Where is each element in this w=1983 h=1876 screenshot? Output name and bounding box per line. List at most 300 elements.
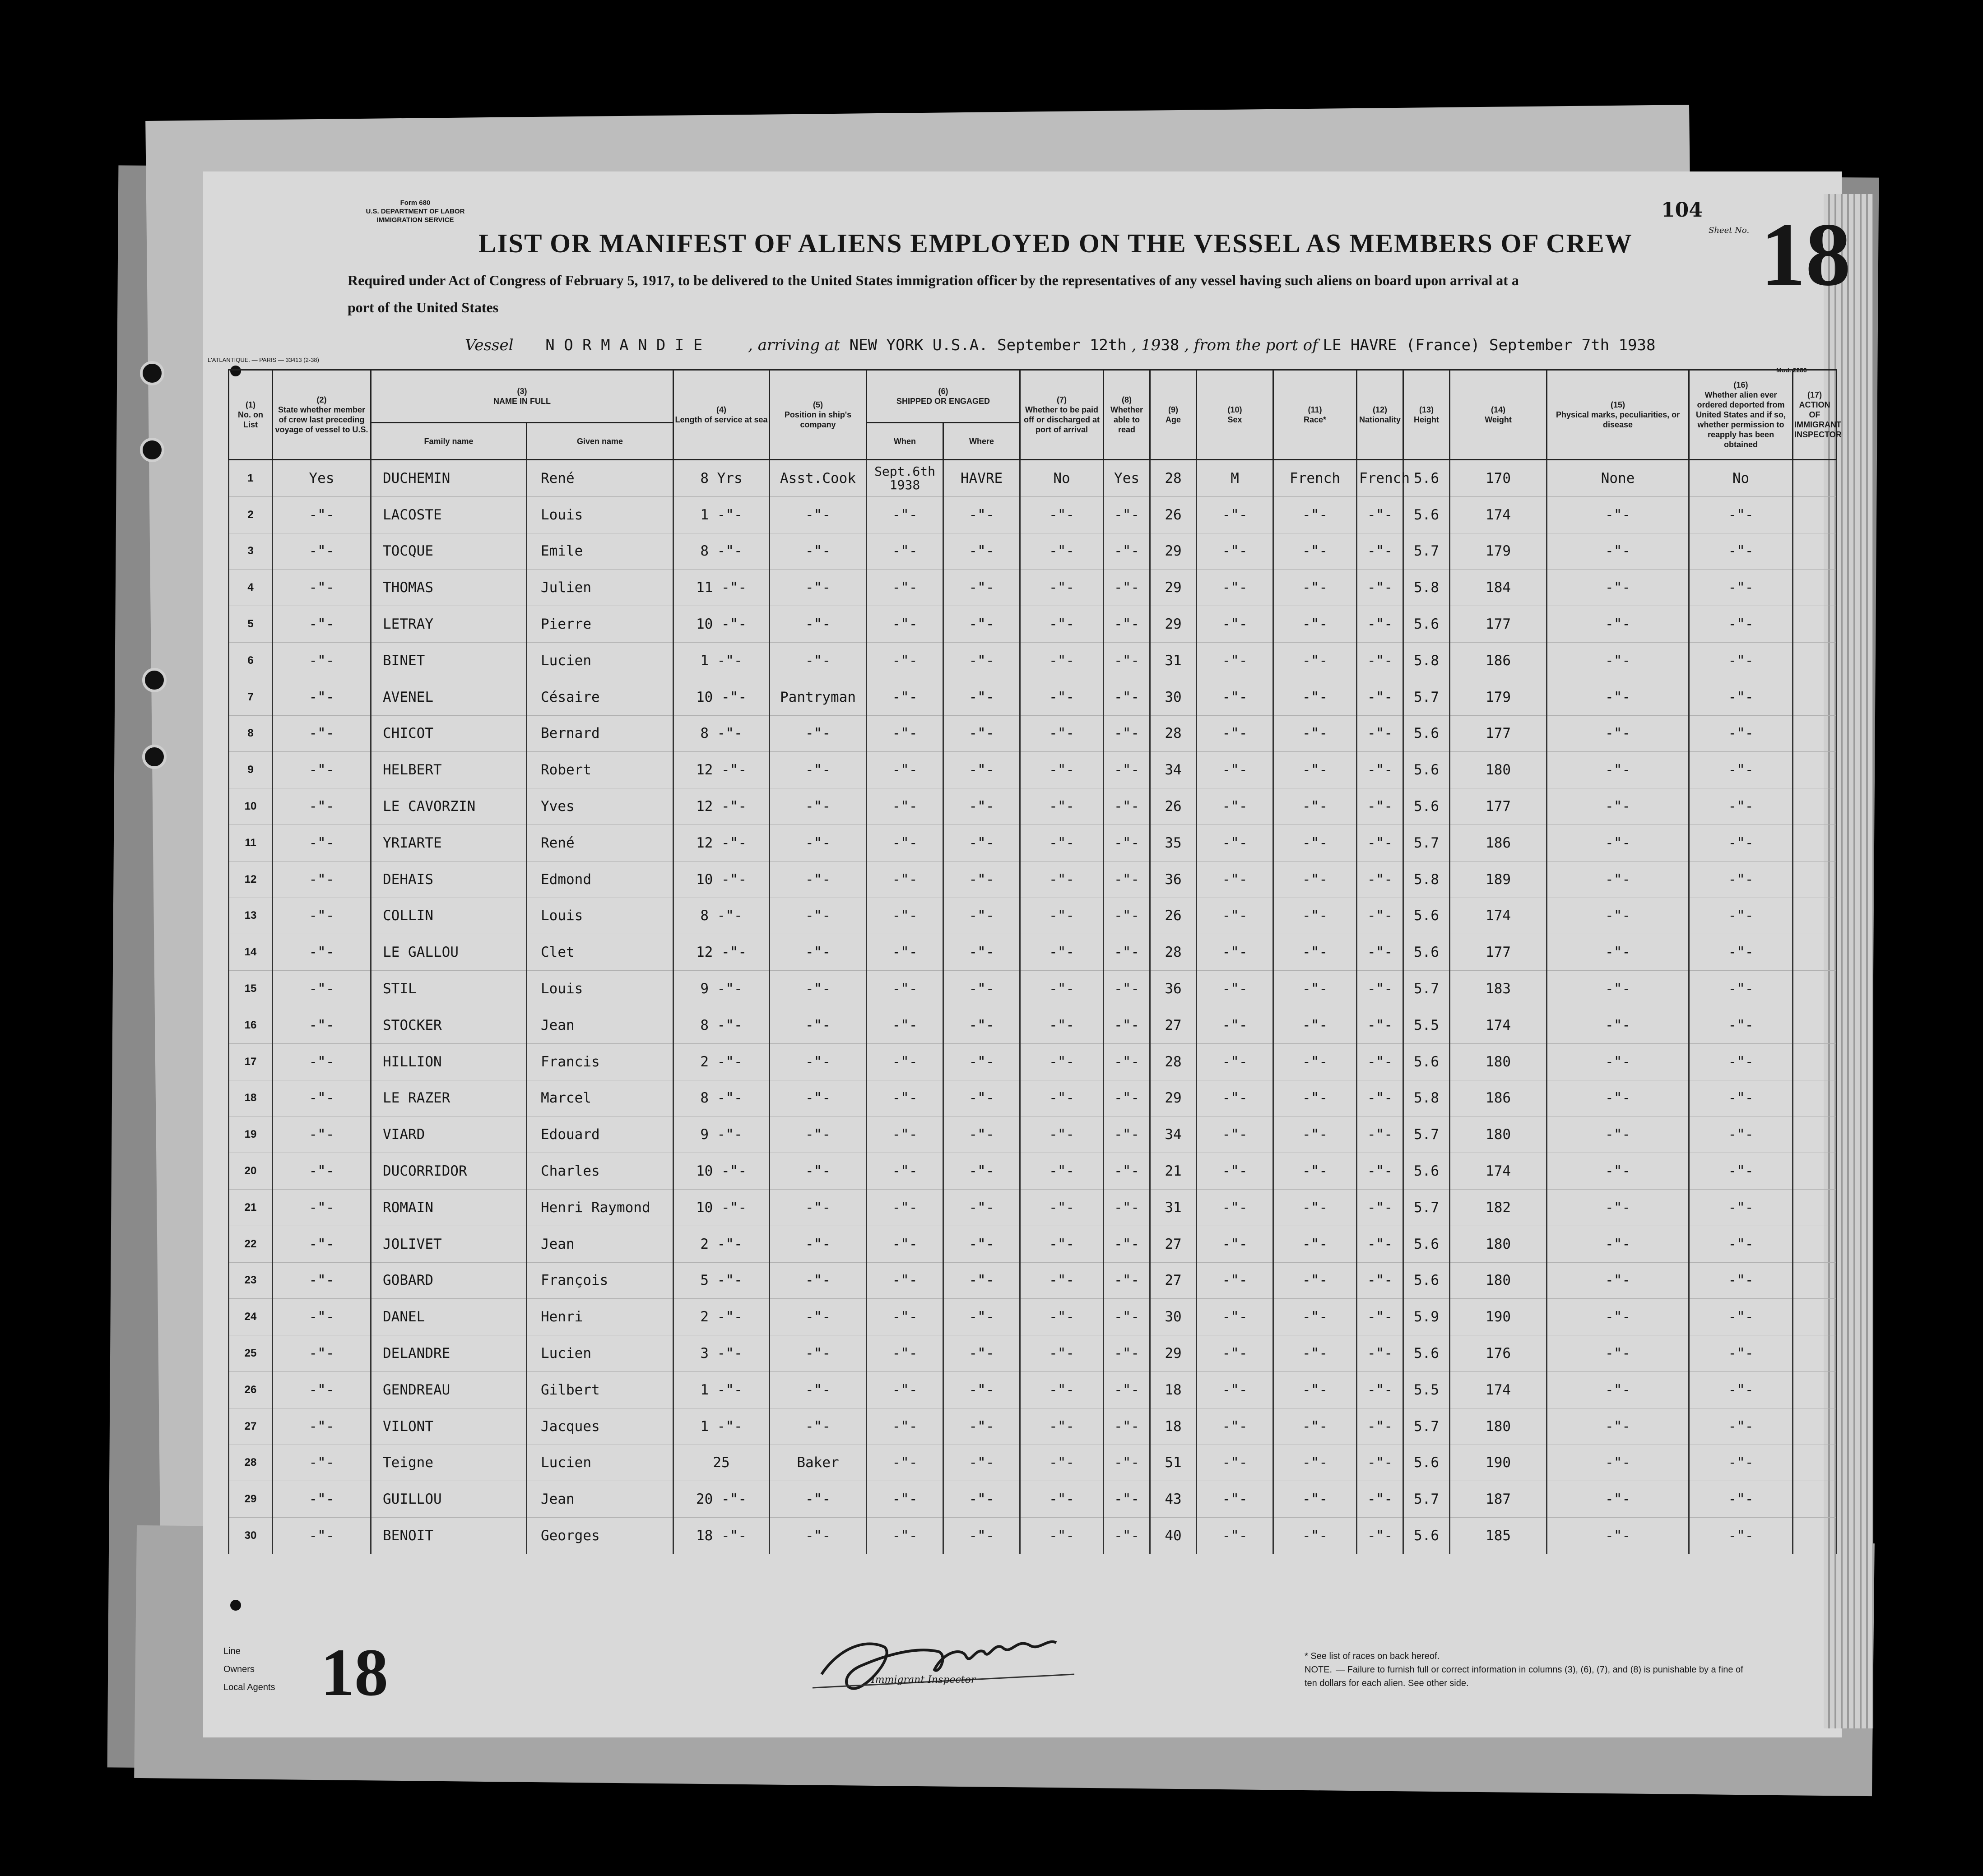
cell-nationality: -"- (1357, 1116, 1403, 1153)
cell-weight: 174 (1450, 898, 1547, 934)
cell-action (1793, 1481, 1837, 1518)
table-row (229, 1408, 1837, 1445)
cell-paid: -"- (1020, 679, 1104, 715)
cell-paid: -"- (1020, 570, 1104, 606)
cell-prev: -"- (273, 570, 371, 606)
cell-age: 28 (1150, 715, 1197, 752)
cell-read: -"- (1104, 971, 1150, 1007)
cell-sex: -"- (1197, 1226, 1273, 1262)
table-row (229, 1116, 1837, 1153)
cell-read: Yes (1104, 460, 1150, 497)
cell-sex: -"- (1197, 1043, 1273, 1080)
cell-weight: 177 (1450, 934, 1547, 971)
cell-where: -"- (943, 679, 1020, 715)
cell-position: -"- (770, 788, 867, 825)
cell-read: -"- (1104, 1116, 1150, 1153)
cell-age: 26 (1150, 898, 1197, 934)
cell-prev: -"- (273, 1518, 371, 1554)
cell-nationality: -"- (1357, 606, 1403, 643)
cell-family: GENDREAU (371, 1371, 527, 1408)
cell-read: -"- (1104, 1262, 1150, 1299)
cell-height: 5.7 (1403, 1189, 1450, 1226)
cell-position: -"- (770, 1189, 867, 1226)
table-row (229, 825, 1837, 861)
cell-paid: -"- (1020, 898, 1104, 934)
cell-sex: -"- (1197, 715, 1273, 752)
cell-where: -"- (943, 788, 1020, 825)
cell-age: 28 (1150, 934, 1197, 971)
cell-read: -"- (1104, 898, 1150, 934)
cell-family: LACOSTE (371, 496, 527, 533)
cell-read: -"- (1104, 1335, 1150, 1372)
cell-given: Francis (527, 1043, 673, 1080)
column-number: (8) (1122, 395, 1132, 404)
cell-sex: -"- (1197, 1408, 1273, 1445)
cell-action (1793, 533, 1837, 570)
cell-marks: None (1547, 460, 1689, 497)
cell-read: -"- (1104, 1189, 1150, 1226)
cell-nationality: -"- (1357, 1518, 1403, 1554)
cell-age: 28 (1150, 460, 1197, 497)
cell-race: -"- (1273, 1371, 1357, 1408)
table-row (229, 1262, 1837, 1299)
cell-where: -"- (943, 1153, 1020, 1190)
cell-sex: -"- (1197, 788, 1273, 825)
footnotes (1305, 1649, 1747, 1690)
cell-race: -"- (1273, 533, 1357, 570)
cell-position: -"- (770, 1007, 867, 1043)
cell-sex: -"- (1197, 1007, 1273, 1043)
cell-race: -"- (1273, 1518, 1357, 1554)
cell-given: René (527, 460, 673, 497)
cell-height: 5.6 (1403, 1335, 1450, 1372)
cell-weight: 180 (1450, 1226, 1547, 1262)
cell-family: AVENEL (371, 679, 527, 715)
cell-service: 12 -"- (673, 752, 770, 788)
cell-no: 9 (229, 752, 273, 788)
cell-action (1793, 971, 1837, 1007)
cell-service: 1 -"- (673, 496, 770, 533)
cell-no: 7 (229, 679, 273, 715)
cell-action (1793, 1116, 1837, 1153)
column-header (1547, 370, 1689, 460)
cell-given: Bernard (527, 715, 673, 752)
cell-position: -"- (770, 1226, 867, 1262)
cell-nationality: -"- (1357, 1007, 1403, 1043)
cell-race: -"- (1273, 1007, 1357, 1043)
cell-no: 5 (229, 606, 273, 643)
act-reference-2: port of the United States (348, 299, 499, 315)
cell-nationality: -"- (1357, 788, 1403, 825)
cell-read: -"- (1104, 679, 1150, 715)
cell-race: -"- (1273, 752, 1357, 788)
cell-marks: -"- (1547, 934, 1689, 971)
cell-race: -"- (1273, 1043, 1357, 1080)
cell-marks: -"- (1547, 752, 1689, 788)
departure-port: LE HAVRE (France) September 7th 1938 (1323, 336, 1656, 354)
cell-marks: -"- (1547, 788, 1689, 825)
table-row (229, 971, 1837, 1007)
cell-where: -"- (943, 606, 1020, 643)
cell-age: 40 (1150, 1518, 1197, 1554)
binder-hole (140, 361, 164, 385)
cell-when: -"- (867, 1080, 943, 1116)
cell-position: -"- (770, 861, 867, 898)
cell-when: -"- (867, 1226, 943, 1262)
cell-given: Georges (527, 1518, 673, 1554)
cell-position: -"- (770, 1153, 867, 1190)
column-header (1793, 370, 1842, 460)
cell-race: -"- (1273, 570, 1357, 606)
cell-marks: -"- (1547, 971, 1689, 1007)
table-row (229, 679, 1837, 715)
cell-position: -"- (770, 825, 867, 861)
cell-deported: -"- (1689, 606, 1793, 643)
cell-deported: -"- (1689, 1481, 1793, 1518)
column-number: (12) (1373, 405, 1388, 414)
cell-race: -"- (1273, 642, 1357, 679)
cell-when: -"- (867, 1116, 943, 1153)
cell-marks: -"- (1547, 1335, 1689, 1372)
cell-deported: -"- (1689, 679, 1793, 715)
cell-weight: 180 (1450, 1262, 1547, 1299)
cell-age: 43 (1150, 1481, 1197, 1518)
cell-nationality: -"- (1357, 861, 1403, 898)
cell-height: 5.6 (1403, 1153, 1450, 1190)
cell-family: DELANDRE (371, 1335, 527, 1372)
cell-age: 30 (1150, 679, 1197, 715)
cell-race: -"- (1273, 861, 1357, 898)
column-number: (4) (716, 405, 727, 414)
cell-weight: 185 (1450, 1518, 1547, 1554)
cell-sex: -"- (1197, 898, 1273, 934)
cell-sex: -"- (1197, 1116, 1273, 1153)
cell-nationality: -"- (1357, 496, 1403, 533)
cell-where: -"- (943, 971, 1020, 1007)
cell-deported: -"- (1689, 1335, 1793, 1372)
cell-race: -"- (1273, 1408, 1357, 1445)
column-subheader: When (867, 423, 943, 460)
cell-given: Edmond (527, 861, 673, 898)
cell-given: Yves (527, 788, 673, 825)
cell-race: -"- (1273, 971, 1357, 1007)
cell-prev: -"- (273, 825, 371, 861)
cell-position: -"- (770, 606, 867, 643)
penalty-note (1305, 1663, 1747, 1690)
cell-nationality: -"- (1357, 715, 1403, 752)
cell-height: 5.6 (1403, 752, 1450, 788)
cell-race: French (1273, 460, 1357, 497)
cell-deported: -"- (1689, 898, 1793, 934)
cell-given: Gilbert (527, 1371, 673, 1408)
cell-given: Henri (527, 1299, 673, 1335)
cell-where: -"- (943, 1335, 1020, 1372)
table-row (229, 1080, 1837, 1116)
cell-when: -"- (867, 1335, 943, 1372)
cell-deported: -"- (1689, 971, 1793, 1007)
cell-marks: -"- (1547, 1189, 1689, 1226)
cell-position: -"- (770, 496, 867, 533)
cell-given: Julien (527, 570, 673, 606)
cell-height: 5.7 (1403, 1481, 1450, 1518)
cell-sex: M (1197, 460, 1273, 497)
cell-family: CHICOT (371, 715, 527, 752)
cell-given: Jean (527, 1481, 673, 1518)
cell-prev: -"- (273, 1153, 371, 1190)
cell-paid: -"- (1020, 533, 1104, 570)
cell-prev: -"- (273, 861, 371, 898)
cell-given: Clet (527, 934, 673, 971)
cell-sex: -"- (1197, 606, 1273, 643)
cell-no: 8 (229, 715, 273, 752)
cell-when: -"- (867, 1481, 943, 1518)
column-header (371, 370, 673, 423)
cell-position: -"- (770, 971, 867, 1007)
cell-where: HAVRE (943, 460, 1020, 497)
cell-sex: -"- (1197, 1371, 1273, 1408)
race-note: * See list of races on back hereof. (1305, 1651, 1440, 1661)
cell-nationality: -"- (1357, 642, 1403, 679)
cell-marks: -"- (1547, 570, 1689, 606)
cell-action (1793, 606, 1837, 643)
cell-action (1793, 496, 1837, 533)
cell-marks: -"- (1547, 642, 1689, 679)
cell-service: 20 -"- (673, 1481, 770, 1518)
cell-sex: -"- (1197, 825, 1273, 861)
cell-where: -"- (943, 1518, 1020, 1554)
table-row (229, 606, 1837, 643)
cell-service: 10 -"- (673, 1189, 770, 1226)
cell-marks: -"- (1547, 496, 1689, 533)
cell-no: 27 (229, 1408, 273, 1445)
cell-weight: 184 (1450, 570, 1547, 606)
service-name: IMMIGRATION SERVICE (376, 216, 454, 224)
cell-service: 8 -"- (673, 533, 770, 570)
cell-family: THOMAS (371, 570, 527, 606)
column-number: (15) (1611, 400, 1625, 409)
cell-deported: -"- (1689, 861, 1793, 898)
cell-marks: -"- (1547, 898, 1689, 934)
crew-manifest-table (228, 369, 1842, 1554)
cell-where: -"- (943, 1445, 1020, 1481)
cell-family: DUCHEMIN (371, 460, 527, 497)
column-number: (17) (1807, 390, 1822, 399)
table-row (229, 715, 1837, 752)
cell-nationality: -"- (1357, 533, 1403, 570)
cell-deported: -"- (1689, 825, 1793, 861)
cell-paid: -"- (1020, 1335, 1104, 1372)
column-label: Nationality (1359, 415, 1401, 424)
cell-family: LE RAZER (371, 1080, 527, 1116)
cell-where: -"- (943, 496, 1020, 533)
cell-no: 4 (229, 570, 273, 606)
cell-marks: -"- (1547, 861, 1689, 898)
cell-position: -"- (770, 642, 867, 679)
cell-marks: -"- (1547, 1408, 1689, 1445)
cell-marks: -"- (1547, 1518, 1689, 1554)
cell-service: 9 -"- (673, 1116, 770, 1153)
binder-hole (140, 438, 164, 462)
cell-family: STIL (371, 971, 527, 1007)
cell-given: Marcel (527, 1080, 673, 1116)
cell-weight: 186 (1450, 825, 1547, 861)
cell-read: -"- (1104, 934, 1150, 971)
cell-when: -"- (867, 1189, 943, 1226)
cell-height: 5.7 (1403, 1116, 1450, 1153)
cell-age: 30 (1150, 1299, 1197, 1335)
cell-sex: -"- (1197, 1481, 1273, 1518)
cell-read: -"- (1104, 533, 1150, 570)
cell-given: Emile (527, 533, 673, 570)
table-row (229, 642, 1837, 679)
cell-position: -"- (770, 715, 867, 752)
column-subheader: Where (943, 423, 1020, 460)
cell-prev: -"- (273, 934, 371, 971)
cell-position: -"- (770, 1408, 867, 1445)
cell-position: -"- (770, 898, 867, 934)
cell-position: -"- (770, 570, 867, 606)
cell-where: -"- (943, 1408, 1020, 1445)
cell-weight: 180 (1450, 1043, 1547, 1080)
cell-weight: 190 (1450, 1299, 1547, 1335)
cell-height: 5.6 (1403, 1043, 1450, 1080)
cell-race: -"- (1273, 898, 1357, 934)
cell-when: -"- (867, 1262, 943, 1299)
cell-nationality: -"- (1357, 1080, 1403, 1116)
table-row (229, 570, 1837, 606)
column-number: (16) (1733, 380, 1748, 389)
cell-paid: -"- (1020, 1153, 1104, 1190)
cell-weight: 177 (1450, 606, 1547, 643)
cell-prev: -"- (273, 788, 371, 825)
cell-weight: 179 (1450, 533, 1547, 570)
cell-no: 29 (229, 1481, 273, 1518)
cell-marks: -"- (1547, 1080, 1689, 1116)
column-header (1403, 370, 1450, 460)
cell-marks: -"- (1547, 1262, 1689, 1299)
cell-paid: -"- (1020, 606, 1104, 643)
cell-weight: 189 (1450, 861, 1547, 898)
cell-service: 8 -"- (673, 1007, 770, 1043)
cell-height: 5.6 (1403, 606, 1450, 643)
cell-nationality: -"- (1357, 934, 1403, 971)
cell-service: 1 -"- (673, 1408, 770, 1445)
cell-service: 11 -"- (673, 570, 770, 606)
cell-race: -"- (1273, 606, 1357, 643)
cell-service: 5 -"- (673, 1262, 770, 1299)
cell-where: -"- (943, 533, 1020, 570)
cell-height: 5.6 (1403, 898, 1450, 934)
cell-nationality: -"- (1357, 1262, 1403, 1299)
cell-weight: 183 (1450, 971, 1547, 1007)
cell-deported: -"- (1689, 1153, 1793, 1190)
cell-where: -"- (943, 825, 1020, 861)
cell-sex: -"- (1197, 533, 1273, 570)
cell-marks: -"- (1547, 1116, 1689, 1153)
cell-family: VILONT (371, 1408, 527, 1445)
cell-when: -"- (867, 788, 943, 825)
cell-height: 5.6 (1403, 1445, 1450, 1481)
cell-deported: -"- (1689, 788, 1793, 825)
column-label: Whether to be paid off or discharged at port of arrival (1024, 405, 1100, 434)
cell-height: 5.6 (1403, 1518, 1450, 1554)
column-header (1273, 370, 1357, 460)
table-row (229, 1445, 1837, 1481)
cell-when: -"- (867, 606, 943, 643)
cell-paid: -"- (1020, 752, 1104, 788)
vessel-name: N O R M A N D I E (545, 336, 703, 354)
cell-when: -"- (867, 496, 943, 533)
cell-read: -"- (1104, 825, 1150, 861)
cell-no: 12 (229, 861, 273, 898)
column-header (1197, 370, 1273, 460)
cell-prev: -"- (273, 533, 371, 570)
cell-age: 36 (1150, 971, 1197, 1007)
cell-read: -"- (1104, 1007, 1150, 1043)
cell-no: 18 (229, 1080, 273, 1116)
cell-age: 18 (1150, 1408, 1197, 1445)
cell-age: 28 (1150, 1043, 1197, 1080)
cell-when: -"- (867, 1299, 943, 1335)
cell-age: 31 (1150, 1189, 1197, 1226)
column-label: No. on List (238, 410, 263, 429)
cell-action (1793, 1043, 1837, 1080)
table-row (229, 1189, 1837, 1226)
cell-given: Lucien (527, 1335, 673, 1372)
cell-race: -"- (1273, 934, 1357, 971)
column-number: (14) (1491, 405, 1506, 414)
cell-prev: -"- (273, 606, 371, 643)
arrival-year: 38 (1161, 336, 1180, 354)
cell-race: -"- (1273, 1299, 1357, 1335)
table-row (229, 1226, 1837, 1262)
cell-action (1793, 1299, 1837, 1335)
cell-where: -"- (943, 1043, 1020, 1080)
cell-service: 12 -"- (673, 825, 770, 861)
cell-action (1793, 642, 1837, 679)
cell-no: 26 (229, 1371, 273, 1408)
cell-marks: -"- (1547, 1299, 1689, 1335)
cell-read: -"- (1104, 1518, 1150, 1554)
cell-no: 15 (229, 971, 273, 1007)
cell-marks: -"- (1547, 1153, 1689, 1190)
cell-position: -"- (770, 1371, 867, 1408)
cell-when: -"- (867, 533, 943, 570)
note-text: — Failure to furnish full or correct information in columns (3), (6), (7), and (8) is punishable by a fine of ten dollars for each alien. See other side. (1305, 1665, 1743, 1688)
cell-family: DEHAIS (371, 861, 527, 898)
cell-paid: -"- (1020, 1408, 1104, 1445)
cell-no: 16 (229, 1007, 273, 1043)
cell-service: 10 -"- (673, 679, 770, 715)
cell-deported: -"- (1689, 1189, 1793, 1226)
cell-family: YRIARTE (371, 825, 527, 861)
cell-action (1793, 1518, 1837, 1554)
cell-when: -"- (867, 971, 943, 1007)
column-label: Race* (1304, 415, 1327, 424)
cell-position: -"- (770, 1116, 867, 1153)
cell-family: ROMAIN (371, 1189, 527, 1226)
cell-age: 29 (1150, 1080, 1197, 1116)
cell-age: 27 (1150, 1262, 1197, 1299)
column-number: (5) (813, 400, 823, 409)
column-header (867, 370, 1020, 423)
cell-action (1793, 1335, 1837, 1372)
cell-age: 27 (1150, 1007, 1197, 1043)
cell-where: -"- (943, 934, 1020, 971)
cell-deported: -"- (1689, 1371, 1793, 1408)
cell-when: -"- (867, 679, 943, 715)
cell-marks: -"- (1547, 1007, 1689, 1043)
